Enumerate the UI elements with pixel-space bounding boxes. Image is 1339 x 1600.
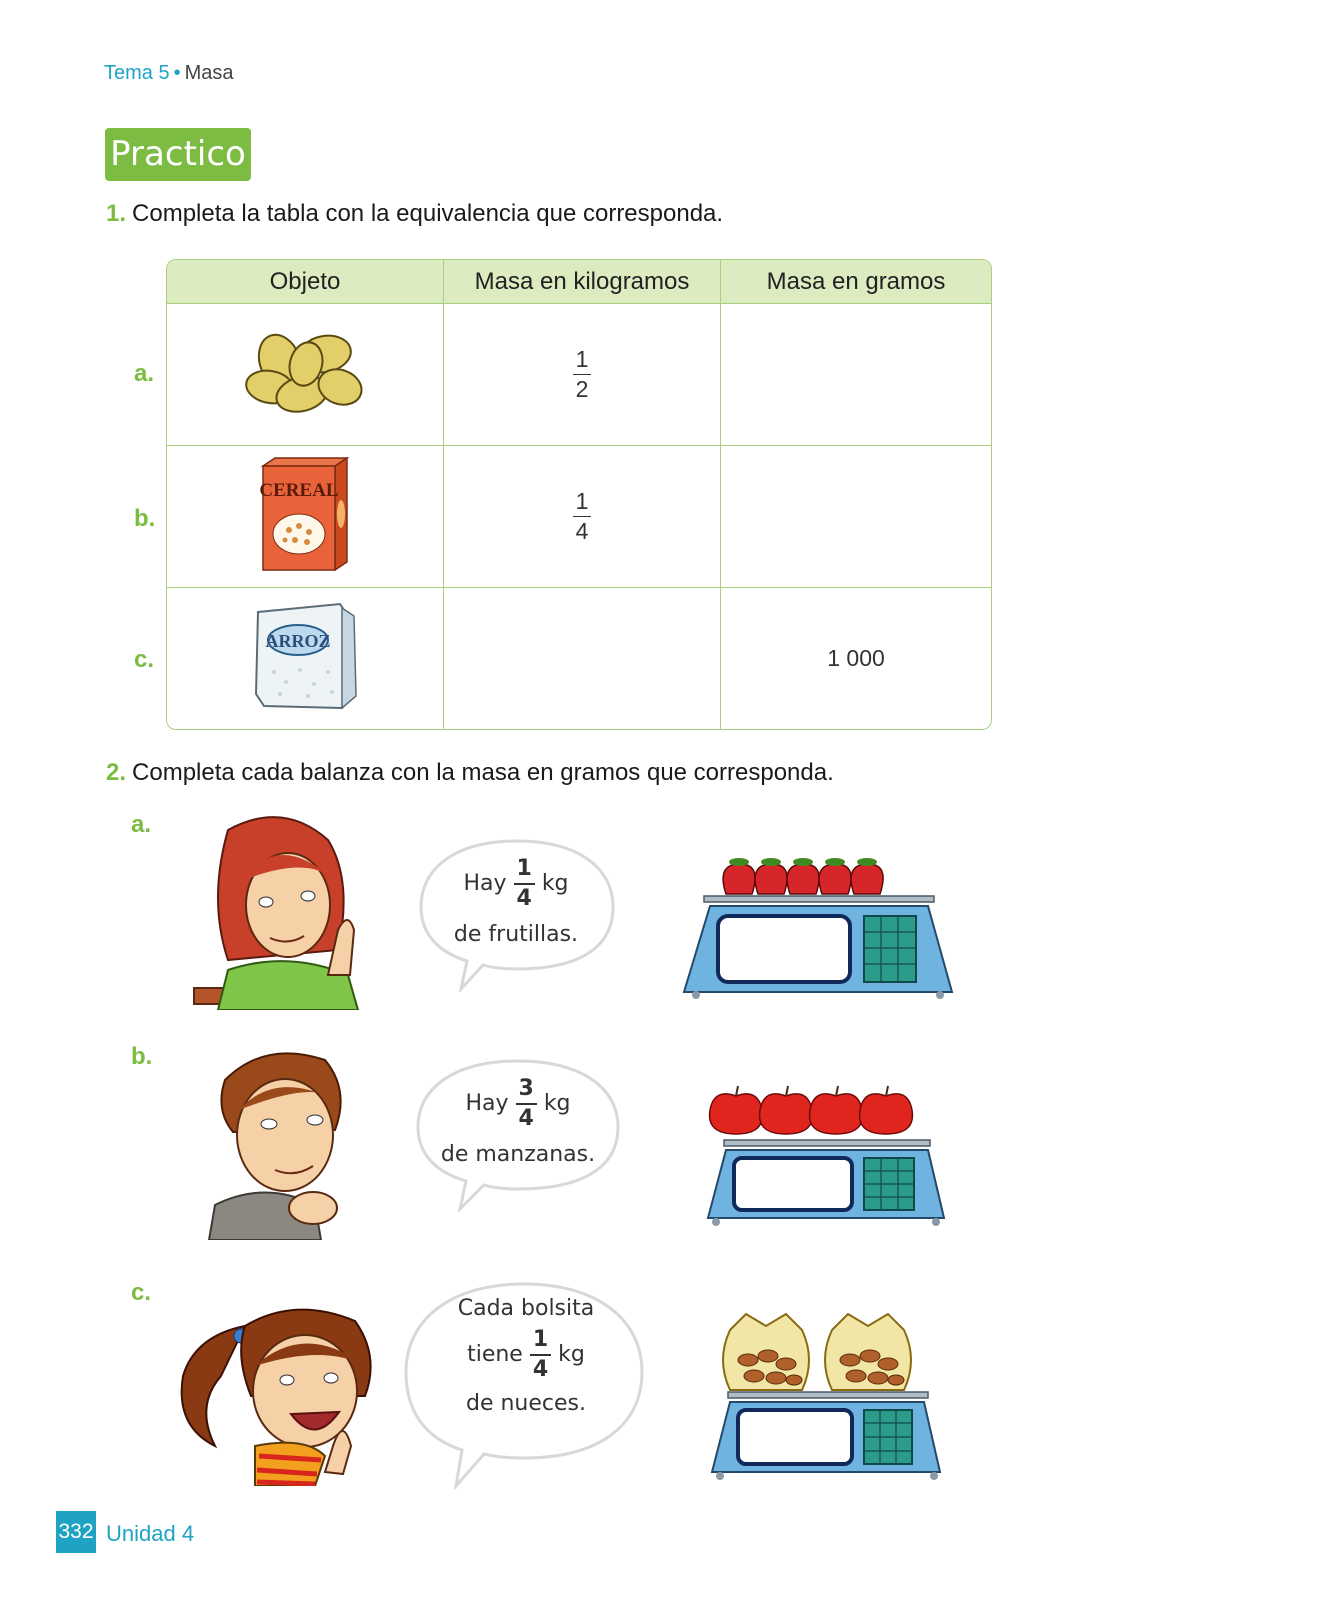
bubble-line: Cada bolsita (457, 1296, 595, 1321)
grams-cell: 1 000 (827, 645, 885, 671)
topic-separator: • (173, 62, 181, 84)
kg-cell[interactable] (444, 588, 721, 729)
unit: kg (558, 1342, 585, 1367)
girl-ponytail-character-icon (175, 1296, 395, 1486)
boy-character-icon (205, 1040, 355, 1240)
question-number: 1. (106, 200, 127, 227)
question-1 (106, 200, 723, 228)
object-cell (167, 446, 444, 588)
numerator: 1 (575, 488, 589, 514)
subtopic-label: Masa (184, 62, 234, 84)
kg-cell (444, 446, 721, 588)
girl-character-icon (188, 810, 378, 1010)
scale-apples-icon (700, 1082, 950, 1242)
row-label: c. (134, 646, 155, 673)
fraction (573, 490, 592, 543)
equivalence-table (166, 259, 992, 730)
fraction (573, 348, 592, 401)
fraction (530, 1329, 551, 1381)
page-number: 332 (56, 1511, 96, 1553)
topic-label: Tema 5 (104, 62, 170, 84)
topic-header (104, 62, 234, 85)
bag-text: ARROZ (265, 631, 331, 651)
table-row (167, 588, 991, 729)
denominator: 4 (516, 1103, 537, 1130)
table-row (167, 304, 991, 446)
item-label: c. (131, 1279, 152, 1306)
column-header: Objeto (167, 260, 444, 304)
bubble-line: de frutillas. (453, 922, 579, 947)
numerator: 1 (516, 856, 532, 881)
potatoes-icon (240, 322, 370, 422)
bubble-line: de manzanas. (440, 1142, 596, 1167)
column-header: Masa en gramos (721, 260, 991, 304)
bubble-word: Hay (465, 1091, 509, 1116)
unit: kg (541, 871, 569, 896)
numerator: 1 (532, 1327, 549, 1352)
grams-cell[interactable] (721, 446, 991, 588)
question-number: 2. (106, 759, 127, 786)
bubble-word: Hay (463, 871, 507, 896)
bubble-text (436, 858, 596, 947)
denominator: 4 (530, 1354, 551, 1381)
row-label: b. (134, 505, 156, 532)
denominator: 4 (514, 883, 535, 910)
fraction (514, 858, 535, 910)
bubble-word: tiene (467, 1342, 523, 1367)
grams-cell[interactable] (721, 304, 991, 446)
cereal-box-icon (255, 454, 355, 574)
box-text: CEREAL (259, 479, 339, 501)
kg-cell (444, 304, 721, 446)
object-cell (167, 304, 444, 446)
bubble-line (436, 858, 596, 910)
bubble-line (430, 1329, 622, 1381)
question-text: Completa la tabla con la equivalencia que corresponda. (132, 200, 724, 227)
denominator: 2 (573, 374, 592, 401)
table-row (167, 446, 991, 588)
table-header-row (167, 260, 991, 304)
row-label: a. (134, 360, 155, 387)
denominator: 4 (573, 516, 592, 543)
item-label: b. (131, 1043, 153, 1070)
numerator: 3 (518, 1076, 534, 1101)
fraction (516, 1078, 537, 1130)
numerator: 1 (575, 346, 589, 372)
column-header: Masa en kilogramos (444, 260, 721, 304)
bubble-text (430, 1296, 622, 1416)
scale-nut-bags-icon (706, 1310, 950, 1490)
bubble-text (430, 1078, 606, 1167)
bubble-line (430, 1078, 606, 1130)
rice-bag-icon (250, 598, 360, 713)
unit: kg (543, 1091, 571, 1116)
object-cell (167, 588, 444, 729)
question-2 (106, 759, 834, 787)
bubble-line: de nueces. (465, 1391, 586, 1416)
question-text: Completa cada balanza con la masa en gramos que corresponda. (132, 759, 834, 786)
scale-strawberries-icon (680, 850, 960, 1015)
unit-label: Unidad 4 (106, 1521, 195, 1546)
item-label: a. (131, 811, 152, 838)
section-badge: Practico (105, 128, 251, 181)
